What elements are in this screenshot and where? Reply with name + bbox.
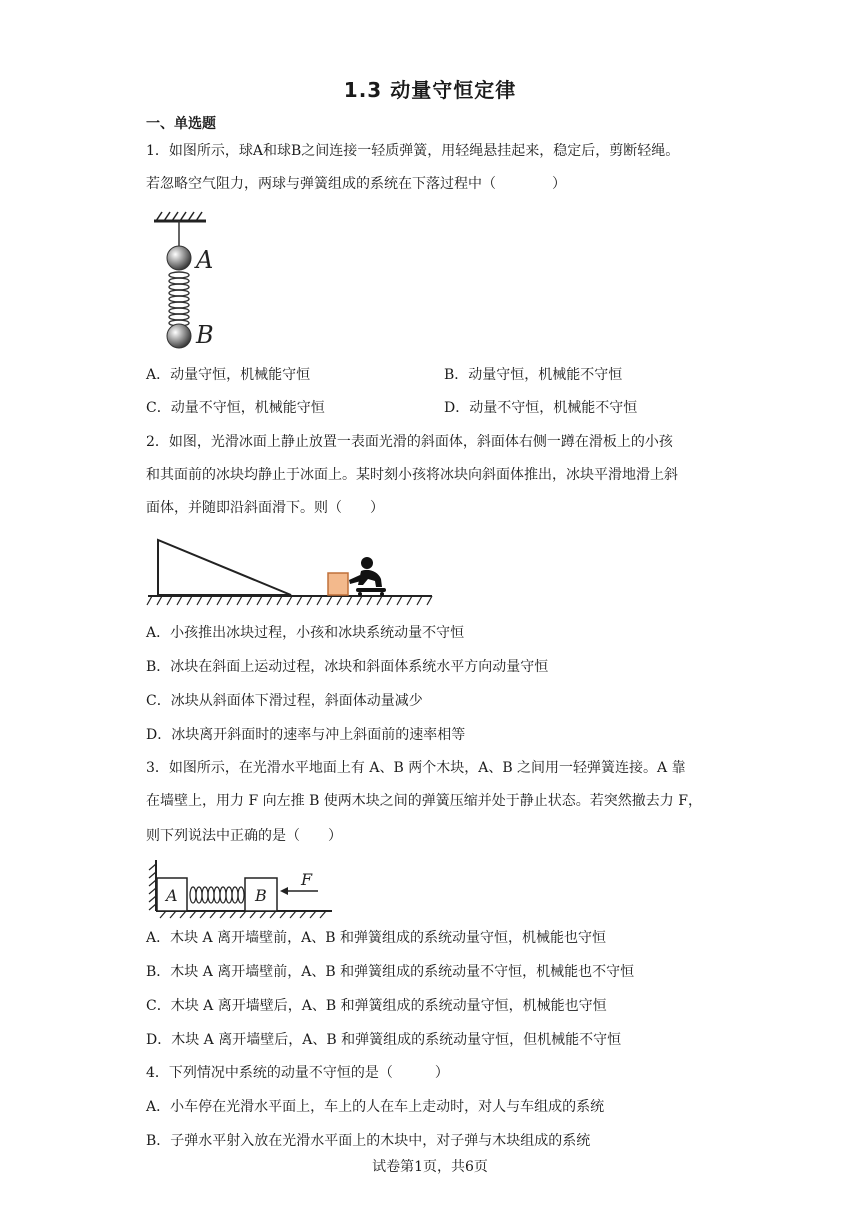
ball-a bbox=[167, 246, 191, 270]
spring bbox=[190, 887, 244, 903]
section-heading: 一、单选题 bbox=[146, 116, 216, 132]
q1-figure bbox=[150, 206, 230, 352]
q4-option-b: B．子弹水平射入放在光滑水平面上的木块中，对子弹与木块组成的系统 bbox=[146, 1133, 591, 1149]
q1-option-c: C．动量不守恒，机械能守恒 bbox=[146, 400, 325, 416]
incline-block bbox=[158, 540, 291, 595]
q1-option-b: B．动量守恒，机械能不守恒 bbox=[444, 367, 623, 383]
q1-label-a: A bbox=[196, 246, 214, 274]
page-footer: 试卷第1页，共6页 bbox=[372, 1159, 488, 1175]
q3-label-b: B bbox=[255, 886, 267, 905]
q1-option-a: A．动量守恒，机械能守恒 bbox=[146, 367, 311, 383]
q2-text-line3: 面体，并随即沿斜面滑下。则（ ） bbox=[146, 500, 384, 516]
q2-text-line1: 2．如图，光滑冰面上静止放置一表面光滑的斜面体，斜面体右侧一蹲在滑板上的小孩 bbox=[146, 434, 673, 450]
q1-text-line1: 1．如图所示，球A和球B之间连接一轻质弹簧，用轻绳悬挂起来，稳定后，剪断轻绳。 bbox=[146, 143, 680, 159]
q4-option-a: A．小车停在光滑水平面上，车上的人在车上走动时，对人与车组成的系统 bbox=[146, 1099, 605, 1115]
q2-option-a: A．小孩推出冰块过程，小孩和冰块系统动量不守恒 bbox=[146, 625, 465, 641]
q2-figure bbox=[146, 535, 436, 610]
q2-text-line2: 和其面前的冰块均静止于冰面上。某时刻小孩将冰块向斜面体推出，冰块平滑地滑上斜 bbox=[146, 467, 678, 483]
q3-option-d: D．木块 A 离开墙壁后，A、B 和弹簧组成的系统动量守恒，但机械能不守恒 bbox=[146, 1032, 622, 1048]
q3-text-line2: 在墙壁上，用力 F 向左推 B 使两木块之间的弹簧压缩并处于静止状态。若突然撤去力 F， bbox=[146, 793, 702, 809]
ice-block bbox=[328, 573, 348, 595]
q2-option-c: C．冰块从斜面体下滑过程，斜面体动量减少 bbox=[146, 693, 423, 709]
ball-b bbox=[167, 324, 191, 348]
page-title: 1.3 动量守恒定律 bbox=[343, 78, 517, 102]
q2-option-b: B．冰块在斜面上运动过程，冰块和斜面体系统水平方向动量守恒 bbox=[146, 659, 549, 675]
q3-figure bbox=[146, 856, 336, 921]
child-on-skateboard bbox=[349, 557, 386, 596]
q3-label-a: A bbox=[166, 886, 178, 905]
q3-text-line3: 则下列说法中正确的是（ ） bbox=[146, 828, 342, 844]
q4-text-line1: 4．下列情况中系统的动量不守恒的是（ ） bbox=[146, 1065, 449, 1081]
q1-label-b: B bbox=[196, 321, 214, 349]
q3-option-a: A．木块 A 离开墙壁前，A、B 和弹簧组成的系统动量守恒，机械能也守恒 bbox=[146, 930, 606, 946]
q3-option-b: B．木块 A 离开墙壁前，A、B 和弹簧组成的系统动量不守恒，机械能也不守恒 bbox=[146, 964, 635, 980]
q3-label-f: F bbox=[301, 870, 313, 889]
q1-text-line2: 若忽略空气阻力，两球与弹簧组成的系统在下落过程中（ ） bbox=[146, 176, 566, 192]
spring bbox=[169, 272, 189, 326]
q1-option-d: D．动量不守恒，机械能不守恒 bbox=[444, 400, 638, 416]
q3-text-line1: 3．如图所示，在光滑水平地面上有 A、B 两个木块，A、B 之间用一轻弹簧连接。A 靠 bbox=[146, 760, 686, 776]
q3-option-c: C．木块 A 离开墙壁后，A、B 和弹簧组成的系统动量守恒，机械能也守恒 bbox=[146, 998, 607, 1014]
q2-option-d: D．冰块离开斜面时的速率与冲上斜面前的速率相等 bbox=[146, 727, 466, 743]
